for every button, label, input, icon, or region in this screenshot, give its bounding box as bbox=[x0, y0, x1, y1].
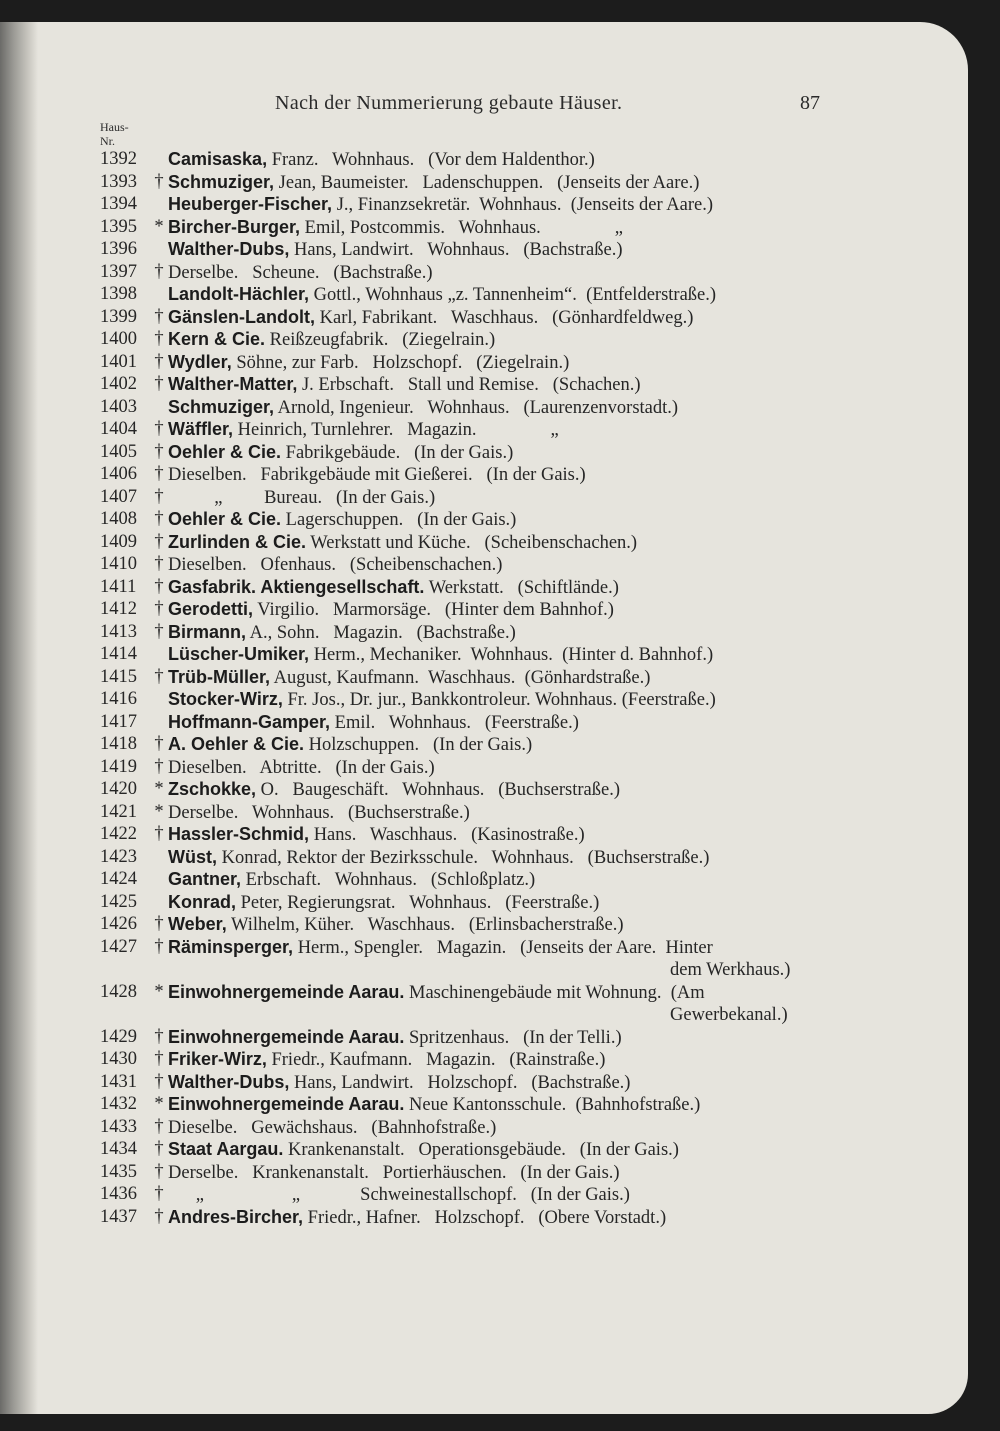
house-number: 1408 bbox=[100, 509, 137, 529]
house-number: 1433 bbox=[100, 1116, 137, 1137]
entry-mark: † bbox=[154, 1139, 164, 1159]
entry-text bbox=[168, 688, 716, 712]
entry-description: Jean, Baumeister. Ladenschuppen. (Jenseits der Aare.) bbox=[274, 172, 700, 193]
owner-name: Heuberger-Fischer, bbox=[168, 194, 333, 214]
house-number: 1431 bbox=[100, 1071, 137, 1092]
list-item bbox=[0, 261, 968, 284]
house-number: 1413 bbox=[100, 621, 137, 642]
house-number: 1421 bbox=[100, 801, 137, 822]
owner-name: Zurlinden & Cie. bbox=[168, 531, 307, 552]
entry-description: Herm., Spengler. Magazin. (Jenseits der Aare. Hinter bbox=[293, 937, 713, 958]
book-page bbox=[0, 22, 968, 1414]
owner-name: Oehler & Cie. bbox=[168, 441, 282, 462]
entry-description: J. Erbschaft. Stall und Remise. (Schachen.) bbox=[297, 375, 641, 395]
owner-name: Oehler & Cie. bbox=[168, 509, 282, 529]
entry-description: Derselbe. Wohnhaus. (Buchserstraße.) bbox=[168, 802, 470, 823]
entry-mark: † bbox=[154, 509, 164, 529]
entry-description: Werkstatt. (Schiftlände.) bbox=[424, 577, 619, 598]
entry-text bbox=[168, 261, 433, 285]
owner-name: Hoffmann-Gamper, bbox=[168, 711, 331, 732]
list-item bbox=[0, 1026, 968, 1049]
house-number: 1397 bbox=[100, 261, 137, 282]
entry-text bbox=[168, 891, 599, 915]
entry-text bbox=[168, 328, 495, 352]
house-number: 1402 bbox=[100, 374, 137, 394]
entry-text bbox=[168, 666, 650, 690]
list-item bbox=[0, 666, 968, 689]
owner-name: Walther-Dubs, bbox=[168, 239, 290, 259]
entry-mark: † bbox=[154, 374, 164, 394]
entry-description: Derselbe. Krankenanstalt. Portierhäuschen. (In der Gais.) bbox=[168, 1162, 620, 1183]
entry-description: Erbschaft. Wohnhaus. (Schloßplatz.) bbox=[241, 870, 536, 890]
entry-description: August, Kaufmann. Waschhaus. (Gönhardstraße.) bbox=[270, 667, 651, 688]
entry-text bbox=[670, 958, 790, 982]
entry-text bbox=[168, 711, 579, 735]
house-number: 1417 bbox=[100, 711, 137, 732]
house-number: 1406 bbox=[100, 464, 137, 484]
entry-text bbox=[168, 171, 699, 195]
entry-text bbox=[168, 306, 693, 330]
house-number: 1395 bbox=[100, 216, 137, 237]
owner-name: Gantner, bbox=[168, 869, 242, 889]
entry-description: Emil. Wohnhaus. (Feerstraße.) bbox=[330, 712, 579, 733]
entry-mark: † bbox=[154, 1026, 164, 1047]
list-item bbox=[0, 733, 968, 756]
owner-name: Birmann, bbox=[168, 621, 247, 642]
entry-description: „ „ Schweinestallschopf. (In der Gais.) bbox=[168, 1185, 630, 1205]
house-number: 1435 bbox=[100, 1161, 137, 1182]
owner-name: Räminsperger, bbox=[168, 936, 294, 957]
entry-text bbox=[168, 823, 585, 847]
owner-name: Kern & Cie. bbox=[168, 329, 266, 349]
owner-name: Einwohnergemeinde Aarau. bbox=[168, 981, 405, 1002]
entry-mark: † bbox=[154, 306, 164, 327]
entry-mark: † bbox=[154, 419, 164, 439]
running-header bbox=[0, 92, 968, 122]
list-item bbox=[0, 418, 968, 441]
entry-text bbox=[168, 351, 569, 375]
entry-mark: † bbox=[154, 756, 164, 777]
list-item bbox=[0, 1116, 968, 1139]
owner-name: Einwohnergemeinde Aarau. bbox=[168, 1094, 405, 1114]
entry-text bbox=[670, 1003, 788, 1027]
entry-text bbox=[168, 1206, 666, 1230]
entry-mark: † bbox=[154, 1071, 164, 1092]
entry-text bbox=[168, 463, 586, 487]
entry-mark: † bbox=[154, 576, 164, 597]
entry-mark: † bbox=[154, 329, 164, 349]
entry-list bbox=[0, 148, 968, 1228]
list-item bbox=[0, 1206, 968, 1229]
entry-description: „ Bureau. (In der Gais.) bbox=[168, 487, 436, 508]
header-title: Nach der Nummerierung gebaute Häuser. bbox=[275, 92, 623, 114]
entry-mark: * bbox=[154, 1094, 164, 1114]
entry-description: O. Baugeschäft. Wohnhaus. (Buchserstraße.) bbox=[256, 780, 621, 800]
entry-text bbox=[168, 1048, 605, 1072]
entry-text bbox=[168, 981, 705, 1005]
entry-description: Fabrikgebäude. (In der Gais.) bbox=[281, 442, 514, 463]
entry-description: Herm., Mechaniker. Wohnhaus. (Hinter d. Bahnhof.) bbox=[309, 645, 714, 665]
list-item bbox=[0, 823, 968, 846]
list-item bbox=[0, 328, 968, 351]
entry-text bbox=[168, 1161, 620, 1185]
list-item bbox=[0, 531, 968, 554]
house-number: 1404 bbox=[100, 419, 137, 439]
list-item-continuation bbox=[0, 958, 968, 981]
entry-description: Neue Kantonsschule. (Bahnhofstraße.) bbox=[404, 1095, 701, 1115]
list-item bbox=[0, 283, 968, 306]
list-item bbox=[0, 1048, 968, 1071]
entry-text bbox=[168, 486, 435, 510]
entry-mark: † bbox=[154, 914, 164, 934]
house-number: 1400 bbox=[100, 329, 137, 349]
owner-name: Wydler, bbox=[168, 351, 232, 372]
entry-description: Reißzeugfabrik. (Ziegelrain.) bbox=[265, 330, 496, 350]
list-item bbox=[0, 171, 968, 194]
list-item bbox=[0, 1138, 968, 1161]
entry-mark: * bbox=[154, 801, 164, 822]
house-number: 1418 bbox=[100, 734, 137, 754]
list-item bbox=[0, 553, 968, 576]
list-item bbox=[0, 756, 968, 779]
entry-text bbox=[168, 216, 623, 240]
entry-description: Hans. Waschhaus. (Kasinostraße.) bbox=[309, 825, 585, 845]
entry-mark: † bbox=[154, 1206, 164, 1227]
entry-text bbox=[168, 868, 535, 892]
entry-description: Gottl., Wohnhaus „z. Tannenheim“. (Entfelderstraße.) bbox=[309, 285, 717, 305]
entry-description: Dieselben. Fabrikgebäude mit Gießerei. (In der Gais.) bbox=[168, 465, 586, 485]
owner-name: Friker-Wirz, bbox=[168, 1049, 267, 1069]
entry-text bbox=[168, 598, 614, 622]
entry-description: Friedr., Kaufmann. Magazin. (Rainstraße.) bbox=[266, 1050, 606, 1070]
house-number: 1401 bbox=[100, 351, 137, 372]
house-number: 1426 bbox=[100, 914, 137, 934]
house-number: 1436 bbox=[100, 1184, 137, 1204]
owner-name: Staat Aargau. bbox=[168, 1139, 284, 1159]
house-number: 1416 bbox=[100, 689, 137, 709]
entry-mark: † bbox=[154, 734, 164, 754]
house-number: 1399 bbox=[100, 306, 137, 327]
house-number: 1407 bbox=[100, 486, 137, 507]
entry-description: Dieselben. Abtritte. (In der Gais.) bbox=[168, 757, 435, 778]
list-item bbox=[0, 1183, 968, 1206]
list-item bbox=[0, 981, 968, 1004]
list-item bbox=[0, 891, 968, 914]
house-number: 1412 bbox=[100, 599, 137, 619]
owner-name: Hassler-Schmid, bbox=[168, 824, 310, 844]
entry-mark: † bbox=[154, 464, 164, 484]
entry-description: Fr. Jos., Dr. jur., Bankkontroleur. Wohnhaus. (Feerstraße.) bbox=[282, 690, 716, 710]
entry-description: Maschinengebäude mit Wohnung. (Am bbox=[404, 982, 705, 1003]
entry-text bbox=[168, 778, 620, 802]
entry-text bbox=[168, 1071, 630, 1095]
list-item bbox=[0, 643, 968, 666]
entry-description: Wilhelm, Küher. Waschhaus. (Erlinsbacherstraße.) bbox=[226, 915, 624, 935]
owner-name: Walther-Matter, bbox=[168, 374, 298, 394]
entry-description: Spritzenhaus. (In der Telli.) bbox=[404, 1027, 622, 1048]
entry-description: Friedr., Hafner. Holzschopf. (Obere Vorstadt.) bbox=[303, 1207, 667, 1228]
house-number: 1396 bbox=[100, 239, 137, 259]
list-item bbox=[0, 508, 968, 531]
owner-name: Zschokke, bbox=[168, 779, 257, 799]
list-item bbox=[0, 216, 968, 239]
house-number: 1423 bbox=[100, 846, 137, 867]
entry-text bbox=[168, 621, 516, 645]
owner-name: Wäffler, bbox=[168, 419, 234, 439]
entry-text bbox=[168, 1093, 700, 1117]
list-item bbox=[0, 868, 968, 891]
list-item bbox=[0, 1161, 968, 1184]
entry-mark: † bbox=[154, 171, 164, 192]
entry-description: Karl, Fabrikant. Waschhaus. (Gönhardfeldweg.) bbox=[315, 307, 694, 328]
house-number: 1411 bbox=[100, 576, 137, 597]
column-header-line2: Nr. bbox=[100, 134, 115, 148]
entry-description: dem Werkhaus.) bbox=[670, 960, 791, 980]
entry-mark: † bbox=[154, 666, 164, 687]
entry-mark: † bbox=[154, 261, 164, 282]
entry-description: Hans, Landwirt. Holzschopf. (Bachstraße.) bbox=[289, 1072, 631, 1093]
house-number: 1420 bbox=[100, 779, 137, 799]
list-item bbox=[0, 778, 968, 801]
entry-text bbox=[168, 913, 623, 937]
entry-text bbox=[168, 531, 637, 555]
entry-text bbox=[168, 508, 516, 532]
list-item bbox=[0, 913, 968, 936]
house-number: 1434 bbox=[100, 1139, 137, 1159]
owner-name: Gänslen-Landolt, bbox=[168, 306, 316, 327]
entry-mark: † bbox=[154, 1116, 164, 1137]
list-item bbox=[0, 486, 968, 509]
entry-description: Heinrich, Turnlehrer. Magazin. „ bbox=[233, 420, 559, 440]
owner-name: Wüst, bbox=[168, 846, 217, 867]
owner-name: Camisaska, bbox=[168, 149, 268, 169]
entry-mark: † bbox=[154, 1161, 164, 1182]
entry-description: Krankenanstalt. Operationsgebäude. (In der Gais.) bbox=[283, 1140, 679, 1160]
entry-mark: * bbox=[154, 216, 164, 237]
owner-name: Gerodetti, bbox=[168, 599, 254, 619]
owner-name: Gasfabrik. Aktiengesellschaft. bbox=[168, 576, 425, 597]
house-number: 1393 bbox=[100, 171, 137, 192]
owner-name: Bircher-Burger, bbox=[168, 216, 301, 237]
house-number: 1410 bbox=[100, 554, 137, 574]
entry-description: Dieselben. Ofenhaus. (Scheibenschachen.) bbox=[168, 555, 503, 575]
list-item-continuation bbox=[0, 1003, 968, 1026]
entry-description: Söhne, zur Farb. Holzschopf. (Ziegelrain.) bbox=[231, 352, 570, 373]
entry-text bbox=[168, 283, 716, 307]
house-number: 1432 bbox=[100, 1094, 137, 1114]
entry-mark: * bbox=[154, 981, 164, 1002]
house-number: 1394 bbox=[100, 194, 137, 214]
entry-mark: † bbox=[154, 621, 164, 642]
list-item bbox=[0, 598, 968, 621]
entry-text bbox=[168, 553, 502, 577]
entry-mark: † bbox=[154, 486, 164, 507]
house-number: 1422 bbox=[100, 824, 137, 844]
entry-text bbox=[168, 1183, 630, 1207]
owner-name: Konrad, bbox=[168, 891, 237, 912]
entry-text bbox=[168, 396, 678, 420]
entry-description: Gewerbekanal.) bbox=[670, 1005, 788, 1025]
house-number: 1398 bbox=[100, 284, 137, 304]
entry-description: Dieselbe. Gewächshaus. (Bahnhofstraße.) bbox=[168, 1117, 497, 1138]
owner-name: Einwohnergemeinde Aarau. bbox=[168, 1026, 405, 1047]
entry-mark: † bbox=[154, 824, 164, 844]
entry-description: Werkstatt und Küche. (Scheibenschachen.) bbox=[306, 532, 638, 553]
list-item bbox=[0, 463, 968, 486]
list-item bbox=[0, 1071, 968, 1094]
house-number: 1429 bbox=[100, 1026, 137, 1047]
owner-name: Schmuziger, bbox=[168, 396, 275, 417]
list-item bbox=[0, 711, 968, 734]
entry-description: Virgilio. Marmorsäge. (Hinter dem Bahnhof.) bbox=[253, 600, 614, 620]
list-item bbox=[0, 621, 968, 644]
entry-description: Emil, Postcommis. Wohnhaus. „ bbox=[300, 217, 623, 238]
entry-description: Konrad, Rektor der Bezirksschule. Wohnhaus. (Buchserstraße.) bbox=[217, 847, 710, 868]
entry-mark: † bbox=[154, 936, 164, 957]
house-number: 1427 bbox=[100, 936, 137, 957]
owner-name: Lüscher-Umiker, bbox=[168, 644, 310, 664]
entry-text bbox=[168, 148, 595, 172]
entry-text bbox=[168, 846, 709, 870]
entry-mark: † bbox=[154, 441, 164, 462]
entry-text bbox=[168, 1116, 496, 1140]
list-item bbox=[0, 373, 968, 396]
list-item bbox=[0, 306, 968, 329]
house-number: 1415 bbox=[100, 666, 137, 687]
entry-description: Holzschuppen. (In der Gais.) bbox=[304, 735, 533, 755]
house-number: 1405 bbox=[100, 441, 137, 462]
owner-name: Andres-Bircher, bbox=[168, 1206, 304, 1227]
list-item bbox=[0, 1093, 968, 1116]
entry-text bbox=[168, 936, 713, 960]
entry-text bbox=[168, 801, 470, 825]
entry-mark: † bbox=[154, 599, 164, 619]
list-item bbox=[0, 576, 968, 599]
entry-text bbox=[168, 238, 623, 262]
list-item bbox=[0, 936, 968, 959]
house-number: 1409 bbox=[100, 531, 137, 552]
entry-mark: † bbox=[154, 554, 164, 574]
entry-text bbox=[168, 643, 713, 667]
owner-name: Landolt-Hächler, bbox=[168, 284, 310, 304]
entry-text bbox=[168, 441, 513, 465]
owner-name: A. Oehler & Cie. bbox=[168, 734, 305, 754]
list-item bbox=[0, 846, 968, 869]
page-number: 87 bbox=[800, 92, 820, 114]
owner-name: Trüb-Müller, bbox=[168, 666, 271, 687]
list-item bbox=[0, 396, 968, 419]
entry-mark: † bbox=[154, 531, 164, 552]
list-item bbox=[0, 441, 968, 464]
entry-mark: † bbox=[154, 351, 164, 372]
house-number: 1419 bbox=[100, 756, 137, 777]
column-header-line1: Haus- bbox=[100, 120, 129, 134]
entry-mark: † bbox=[154, 1049, 164, 1069]
entry-text bbox=[168, 1026, 622, 1050]
entry-mark: * bbox=[154, 779, 164, 799]
list-item bbox=[0, 801, 968, 824]
entry-description: Hans, Landwirt. Wohnhaus. (Bachstraße.) bbox=[289, 240, 623, 260]
column-header bbox=[100, 120, 129, 148]
entry-description: A., Sohn. Magazin. (Bachstraße.) bbox=[246, 622, 516, 643]
house-number: 1392 bbox=[100, 149, 137, 169]
entry-text bbox=[168, 193, 713, 217]
entry-description: Franz. Wohnhaus. (Vor dem Haldenthor.) bbox=[267, 150, 595, 170]
owner-name: Weber, bbox=[168, 914, 227, 934]
list-item bbox=[0, 351, 968, 374]
house-number: 1437 bbox=[100, 1206, 137, 1227]
entry-description: Arnold, Ingenieur. Wohnhaus. (Laurenzenvorstadt.) bbox=[274, 397, 679, 418]
entry-text bbox=[168, 373, 641, 397]
house-number: 1414 bbox=[100, 644, 137, 664]
list-item bbox=[0, 148, 968, 171]
entry-text bbox=[168, 1138, 679, 1162]
owner-name: Stocker-Wirz, bbox=[168, 689, 283, 709]
house-number: 1428 bbox=[100, 981, 137, 1002]
entry-text bbox=[168, 756, 435, 780]
entry-description: Lagerschuppen. (In der Gais.) bbox=[281, 510, 517, 530]
list-item bbox=[0, 238, 968, 261]
list-item bbox=[0, 688, 968, 711]
entry-text bbox=[168, 576, 619, 600]
entry-description: Peter, Regierungsrat. Wohnhaus. (Feerstraße.) bbox=[236, 892, 600, 913]
house-number: 1403 bbox=[100, 396, 137, 417]
house-number: 1424 bbox=[100, 869, 137, 889]
entry-text bbox=[168, 733, 532, 757]
entry-description: Derselbe. Scheune. (Bachstraße.) bbox=[168, 262, 433, 283]
house-number: 1425 bbox=[100, 891, 137, 912]
owner-name: Schmuziger, bbox=[168, 171, 275, 192]
entry-text bbox=[168, 418, 559, 442]
list-item bbox=[0, 193, 968, 216]
owner-name: Walther-Dubs, bbox=[168, 1071, 290, 1092]
house-number: 1430 bbox=[100, 1049, 137, 1069]
entry-description: J., Finanzsekretär. Wohnhaus. (Jenseits der Aare.) bbox=[332, 195, 713, 215]
entry-mark: † bbox=[154, 1184, 164, 1204]
